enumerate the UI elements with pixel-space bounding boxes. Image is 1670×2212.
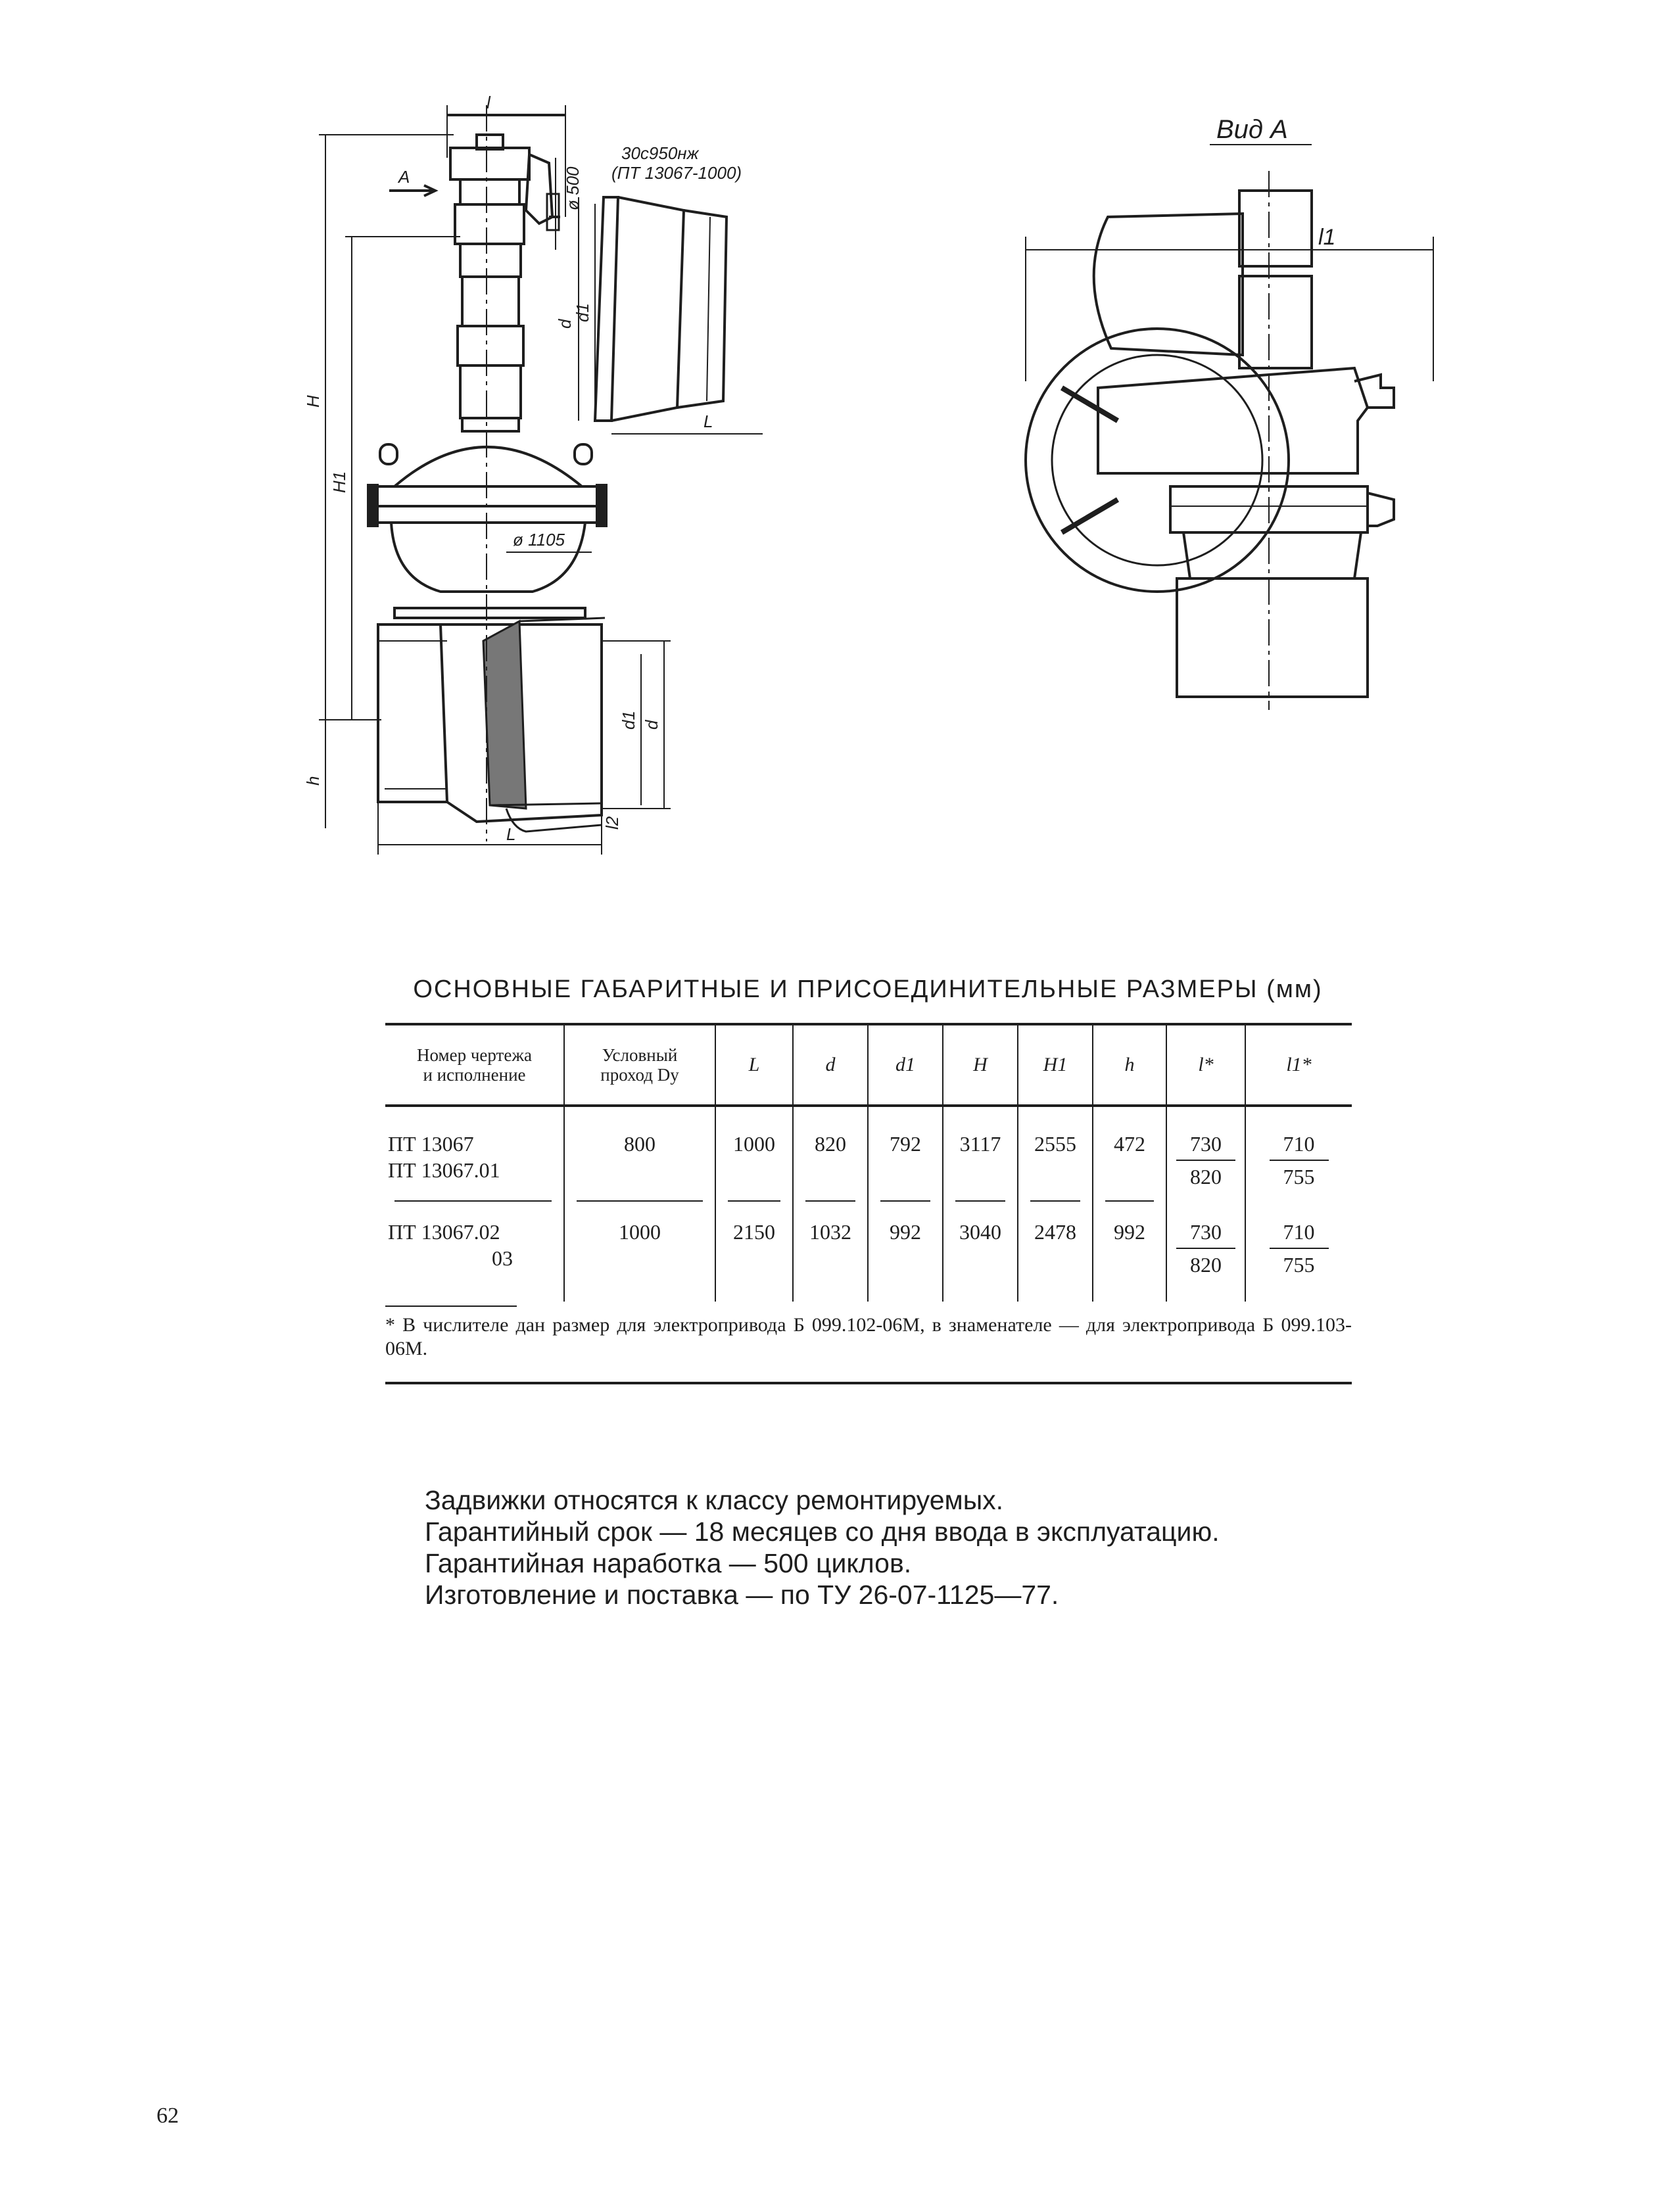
- header-h-total: H: [943, 1024, 1018, 1106]
- cell-h1: 2478: [1018, 1202, 1093, 1302]
- stem-upper: [455, 204, 524, 244]
- lower-housing: [378, 624, 447, 802]
- cell-l1-star: $\frac{710}{755}$: [1245, 1106, 1352, 1202]
- cell-l: 2150: [715, 1202, 793, 1302]
- motor-body: [1094, 214, 1243, 355]
- cell-drawing: ПТ 13067.02 03: [388, 1220, 513, 1270]
- label-d1-lower: d1: [619, 711, 638, 730]
- label-diam500: ø 500: [563, 166, 583, 210]
- cell-l: 1000: [715, 1106, 793, 1202]
- header-h: h: [1093, 1024, 1166, 1106]
- label-actuator-doc: (ПТ 13067-1000): [611, 163, 742, 183]
- note-line: Гарантийная наработка — 500 циклов.: [425, 1548, 912, 1578]
- note-line: Изготовление и поставка — по ТУ 26-07-1125—77.: [425, 1580, 1059, 1610]
- table-title: ОСНОВНЫЕ ГАБАРИТНЫЕ И ПРИСОЕДИНИТЕЛЬНЫЕ РАЗМЕРЫ (мм): [413, 976, 1323, 1003]
- cell-d: 1032: [793, 1202, 868, 1302]
- pipe-section-upper: [595, 197, 618, 421]
- gate-wedge: [483, 621, 526, 809]
- footnote-rule: [385, 1306, 517, 1307]
- note-line: Задвижки относятся к классу ремонтируемых.: [425, 1485, 1004, 1515]
- label-l1: l1: [1318, 225, 1336, 250]
- label-h1: H1: [329, 471, 349, 493]
- technical-drawing: [0, 0, 1670, 881]
- label-diam1105: ø 1105: [513, 530, 565, 550]
- cell-dn: 1000: [564, 1202, 715, 1302]
- header-l-star: l*: [1166, 1024, 1245, 1106]
- cell-dn: 800: [564, 1106, 715, 1202]
- motor-cap: [1239, 191, 1312, 266]
- header-drawing-no: Номер чертежа и исполнение: [385, 1024, 564, 1106]
- dimensions-table: [385, 1023, 1352, 1302]
- label-d-upper: d: [555, 319, 575, 329]
- label-actuator-code: 30с950нж: [621, 143, 699, 163]
- label-l-upper: L: [704, 412, 713, 431]
- table-footnote: * В числителе дан размер для электропривода Б 099.102-06М, в знаменателе — для электропривода Б 099.103-06М.: [385, 1314, 1352, 1359]
- cell-h-total: 3117: [943, 1106, 1018, 1202]
- header-d: d: [793, 1024, 868, 1106]
- cell-h-total: 3040: [943, 1202, 1018, 1302]
- label-d1-upper: d1: [573, 303, 592, 322]
- header-l: L: [715, 1024, 793, 1106]
- header-d1: d1: [868, 1024, 943, 1106]
- label-view-a: Вид А: [1216, 115, 1288, 144]
- bonnet-dome: [394, 447, 582, 486]
- label-a: А: [398, 167, 410, 187]
- actuator-head: [450, 148, 529, 179]
- notes-block: [425, 1484, 1372, 1611]
- table-row: [385, 1202, 1352, 1302]
- table-row: [385, 1106, 1352, 1202]
- cell-drawing: ПТ 13067 ПТ 13067.01: [385, 1106, 564, 1202]
- cell-l-star: $\frac{730}{820}$: [1166, 1202, 1245, 1302]
- cell-h: 472: [1093, 1106, 1166, 1202]
- cell-d1: 792: [868, 1106, 943, 1202]
- pipe-view-a: [1177, 578, 1368, 697]
- body-flange: [375, 486, 602, 506]
- label-h-lower: h: [303, 776, 323, 786]
- cell-d: 820: [793, 1106, 868, 1202]
- cell-h1: 2555: [1018, 1106, 1093, 1202]
- header-h1: H1: [1018, 1024, 1093, 1106]
- cell-h: 992: [1093, 1202, 1166, 1302]
- label-l2: l2: [602, 816, 622, 830]
- label-l: l: [487, 93, 490, 112]
- gearbox: [1098, 368, 1368, 473]
- label-h-total: H: [303, 395, 323, 408]
- page-number: 62: [156, 2104, 179, 2128]
- table-header-row: [385, 1024, 1352, 1106]
- header-nominal-diameter: Условный проход Dу: [564, 1024, 715, 1106]
- cell-l1-star: $\frac{710}{755}$: [1245, 1202, 1352, 1302]
- table-bottom-rule: [385, 1382, 1352, 1384]
- note-line: Гарантийный срок — 18 месяцев со дня ввода в эксплуатацию.: [425, 1517, 1220, 1547]
- label-l-bottom: L: [506, 824, 516, 844]
- header-l1-star: l1*: [1245, 1024, 1352, 1106]
- cell-d1: 992: [868, 1202, 943, 1302]
- label-d-lower: d: [642, 720, 661, 730]
- cell-l-star: $\frac{730}{820}$: [1166, 1106, 1245, 1202]
